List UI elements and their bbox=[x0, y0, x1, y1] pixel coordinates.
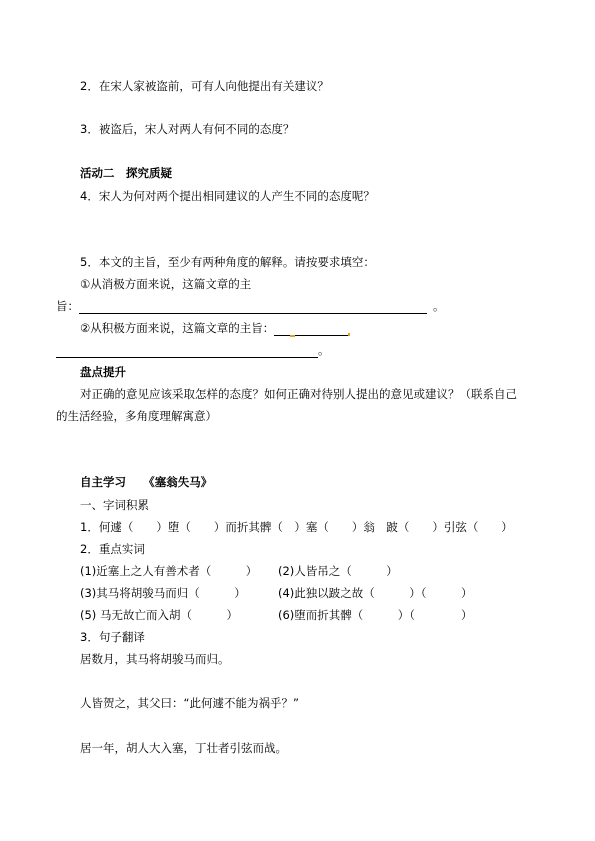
summary-text-line-1: 对正确的意见应该采取怎样的态度？如何正确对待别人提出的意见或建议？（联系自己 bbox=[80, 387, 517, 401]
question-5b-text: ②从积极方面来说，这篇文章的主旨： bbox=[80, 321, 275, 335]
key-word-5: (5) 马无故亡而入胡（ ） bbox=[80, 608, 238, 622]
answer-blank-5b-second[interactable] bbox=[56, 345, 318, 358]
question-5: 5．本文的主旨，至少有两种角度的解释。请按要求填空： bbox=[80, 255, 375, 269]
question-5a-answer-row bbox=[56, 298, 445, 314]
vocabulary-line: 1．何遽（ ）堕（ ）而折其髀（ ）塞（ ）翁 跛（ ）引弦（ ） bbox=[80, 520, 513, 534]
translation-sentence-2: 人皆贺之，其父曰：“此何遽不能为祸乎？” bbox=[80, 696, 299, 710]
key-word-4: (4)此独以跛之故（ ）（ ） bbox=[278, 586, 473, 600]
summary-heading: 盘点提升 bbox=[80, 365, 126, 379]
section-translation: 3．句子翻译 bbox=[80, 630, 145, 644]
section-vocabulary: 一、字词积累 bbox=[80, 498, 149, 512]
section-key-words: 2．重点实词 bbox=[80, 542, 145, 556]
translation-sentence-1: 居数月，其马将胡骏马而归。 bbox=[80, 652, 230, 666]
summary-text-line-2: 的生活经验，多角度理解寓意） bbox=[56, 409, 217, 423]
question-5b-row bbox=[80, 320, 350, 336]
question-5b-continuation-row bbox=[56, 342, 330, 358]
period-5a: 。 bbox=[433, 299, 445, 313]
question-2: 2．在宋人家被盗前，可有人向他提出有关建议？ bbox=[80, 79, 329, 93]
highlight-mark bbox=[290, 335, 295, 337]
highlight-mark bbox=[348, 333, 350, 336]
key-word-3: (3)其马将胡骏马而归（ ） bbox=[80, 586, 246, 600]
key-word-6: (6)堕而折其髀（ ）（ ） bbox=[278, 608, 473, 622]
answer-blank-5a[interactable] bbox=[79, 301, 427, 314]
self-study-heading: 自主学习 《塞翁失马》 bbox=[80, 475, 213, 489]
question-5a-continuation: 旨： bbox=[56, 299, 79, 313]
period-5b: 。 bbox=[318, 343, 330, 357]
question-3: 3．被盗后，宋人对两人有何不同的态度？ bbox=[80, 122, 295, 136]
activity-2-heading: 活动二 探究质疑 bbox=[80, 166, 172, 180]
question-4: 4．宋人为何对两个提出相同建议的人产生不同的态度呢？ bbox=[80, 189, 375, 203]
question-5a-lead: ①从消极方面来说，这篇文章的主 bbox=[80, 277, 252, 291]
key-word-2: (2)人皆吊之（ ） bbox=[278, 564, 398, 578]
translation-sentence-3: 居一年，胡人大入塞，丁壮者引弦而战。 bbox=[80, 741, 287, 755]
answer-blank-5b-first[interactable] bbox=[274, 323, 350, 336]
key-word-1: (1)近塞上之人有善术者（ ） bbox=[80, 564, 258, 578]
